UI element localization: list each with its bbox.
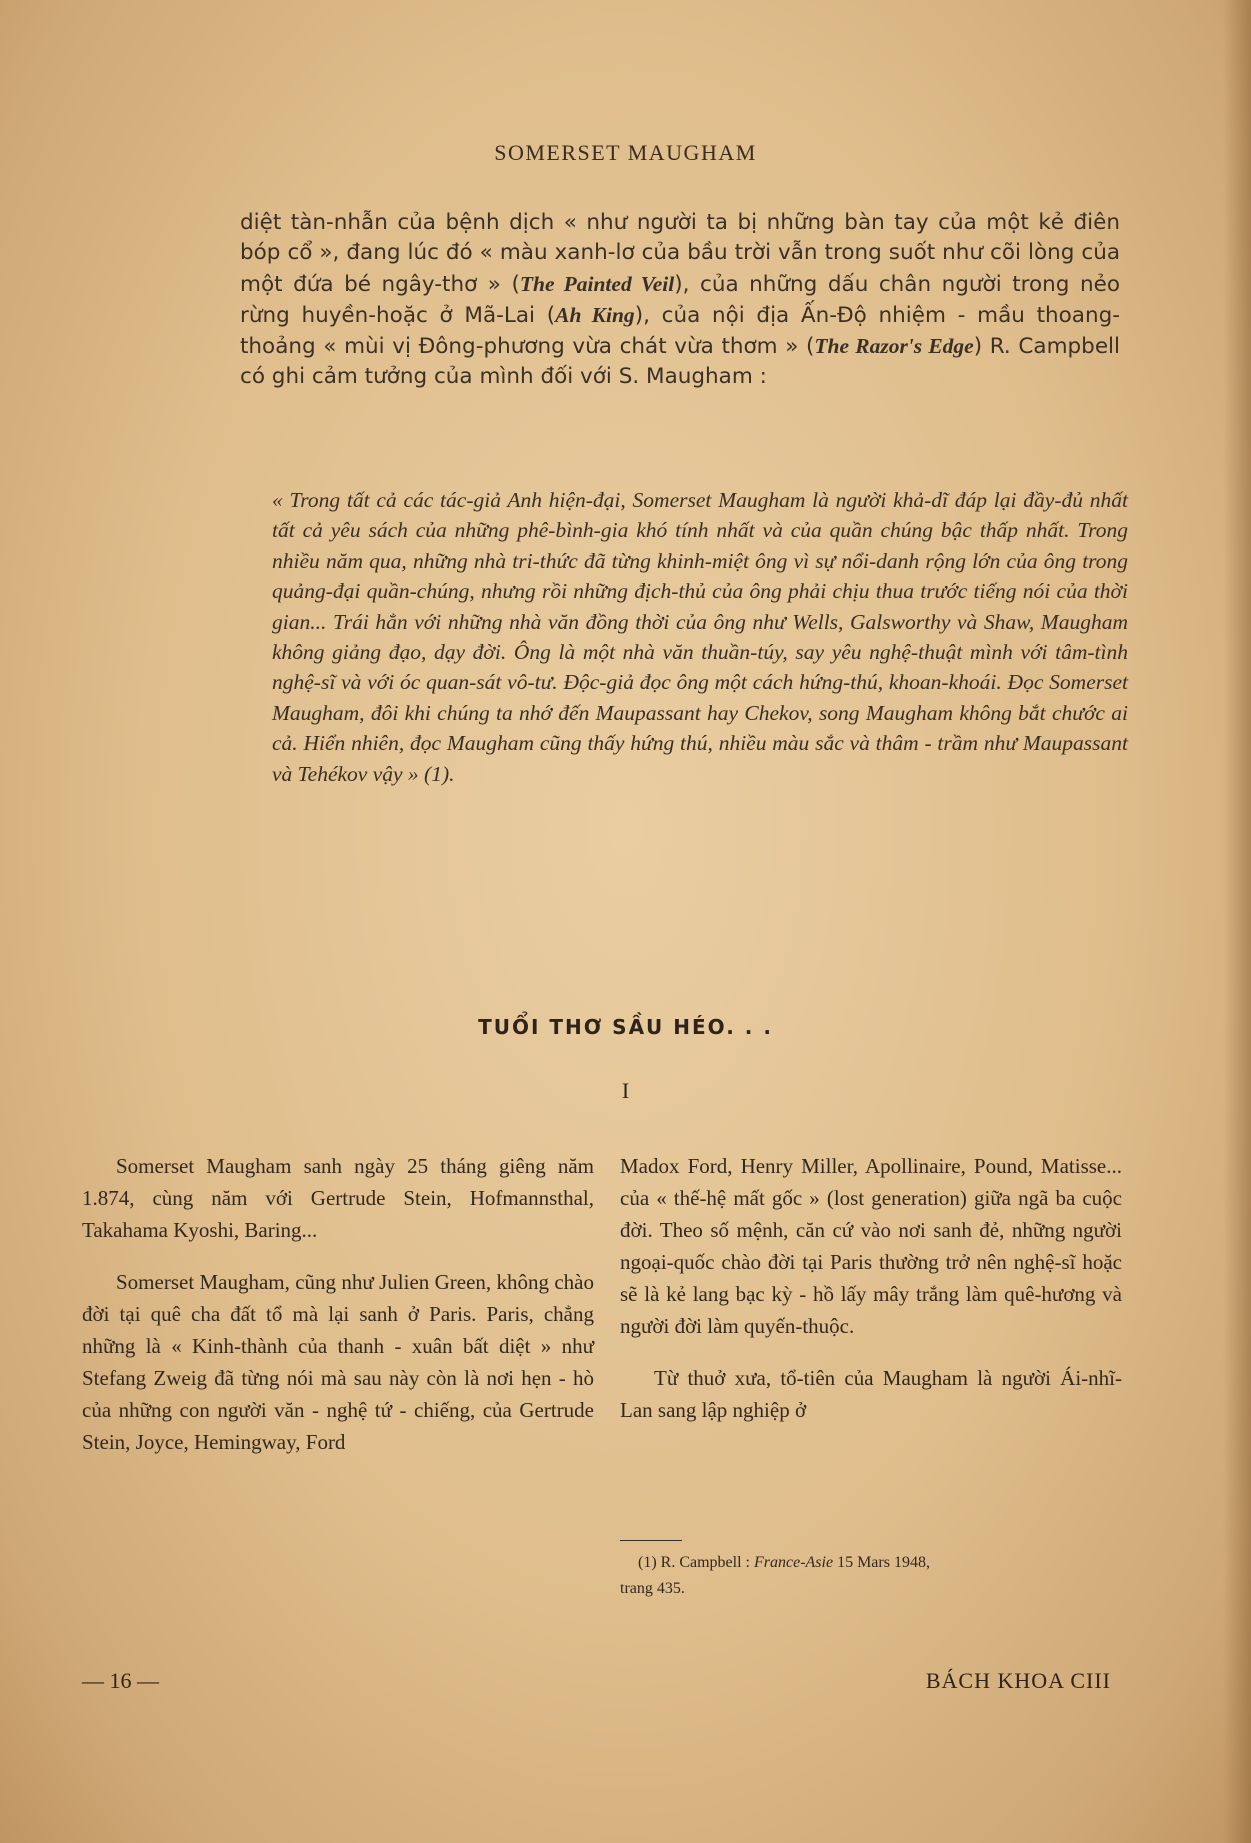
- page-number: — 16 —: [82, 1668, 159, 1693]
- page-edge-shadow: [1223, 0, 1251, 1843]
- paragraph: Somerset Maugham sanh ngày 25 tháng giêng năm 1.874, cùng năm với Gertrude Stein, Hofmannsthal, Takahama Kyoshi, Baring...: [82, 1154, 594, 1242]
- paragraph: Madox Ford, Henry Miller, Apollinaire, Pound, Matisse... của « thế-hệ mất gốc » (lost generation) giữa ngã ba cuộc đời. Theo số mệnh, căn cứ vào nơi sanh đẻ, những người ngoại-quốc chào đời tại Paris thường trở nên nghệ-sĩ hoặc sẽ là kẻ lang bạc kỳ - hồ lấy mây trắng làm quê-hương và người đời làm quyến-thuộc.: [620, 1154, 1122, 1338]
- section-number: I: [621, 1078, 630, 1103]
- left-column: [82, 1150, 594, 1478]
- paragraph: Từ thuở xưa, tổ-tiên của Maugham là người Ái-nhĩ-Lan sang lập nghiệp ở: [620, 1366, 1122, 1422]
- intro-paragraph: diệt tàn-nhẫn của bệnh dịch « như người ta bị những bàn tay của một kẻ điên bóp cổ », đang lúc đó « màu xanh-lơ của bầu trời vẫn trong suốt như cõi lòng của một đứa bé ngây-thơ » (The Painted Veil), của những dấu chân người trong nẻo rừng huyền-hoặc ở Mã-Lai (Ah King), của nội địa Ấn-Độ nhiệm - mầu thoang-thoảng « mùi vị Đông-phương vừa chát vừa thơm » (The Razor's Edge) R. Campbell có ghi cảm tưởng của mình đối với S. Maugham :: [240, 210, 1121, 390]
- campbell-quote: « Trong tất cả các tác-giả Anh hiện-đại, Somerset Maugham là người khả-dĩ đáp lại đầy-đủ nhất tất cả yêu sách của những phê-bình-gia khó tính nhất và của quần chúng bậc thấp nhất. Trong nhiều năm qua, những nhà tri-thức đã từng khinh-miệt ông vì sự nổi-danh rộng lớn của ông trong quảng-đại quần-chúng, nhưng rồi những địch-thủ của ông phải chịu thua trước tiếng nói của thời gian... Trái hẳn với những nhà văn đồng thời của ông như Wells, Galsworthy và Shaw, Maugham không giảng đạo, dạy đời. Ông là một nhà văn thuần-túy, say yêu nghệ-thuật mình với tâm-tình nghệ-sĩ và với óc quan-sát vô-tư. Độc-giả đọc ông một cách hứng-thú, khoan-khoái. Đọc Somerset Maugham, đôi khi chúng ta nhớ đến Maupassant hay Chekov, song Maugham không bắt chước ai cả. Hiển nhiên, đọc Maugham cũng thấy hứng thú, nhiều màu sắc và thâm - trầm như Maupassant và Tehékov vậy » (1).: [272, 488, 1128, 786]
- magazine-name: BÁCH KHOA CIII: [925, 1668, 1111, 1693]
- book-title: The Razor's Edge: [814, 334, 974, 359]
- right-column: [620, 1150, 1122, 1446]
- footnote: (1) R. Campbell : France-Asie 15 Mars 1948, trang 435.: [620, 1554, 930, 1597]
- section-title: TUỔI THƠ SẦU HÉO. . .: [478, 1015, 773, 1039]
- paragraph: Somerset Maugham, cũng như Julien Green, không chào đời tại quê cha đất tổ mà lại sanh ở Paris. Paris, chẳng những là « Kinh-thành của thanh - xuân bất diệt » như Stefang Zweig đã từng nói mà sau này còn là nơi hẹn - hò của những con người văn - nghệ tứ - chiếng, của Gertrude Stein, Joyce, Hemingway, Ford: [82, 1270, 594, 1454]
- footnote-divider: [620, 1540, 682, 1541]
- book-title: The Painted Veil: [519, 271, 675, 296]
- running-header: SOMERSET MAUGHAM: [494, 140, 757, 165]
- book-title: Ah King: [555, 302, 635, 327]
